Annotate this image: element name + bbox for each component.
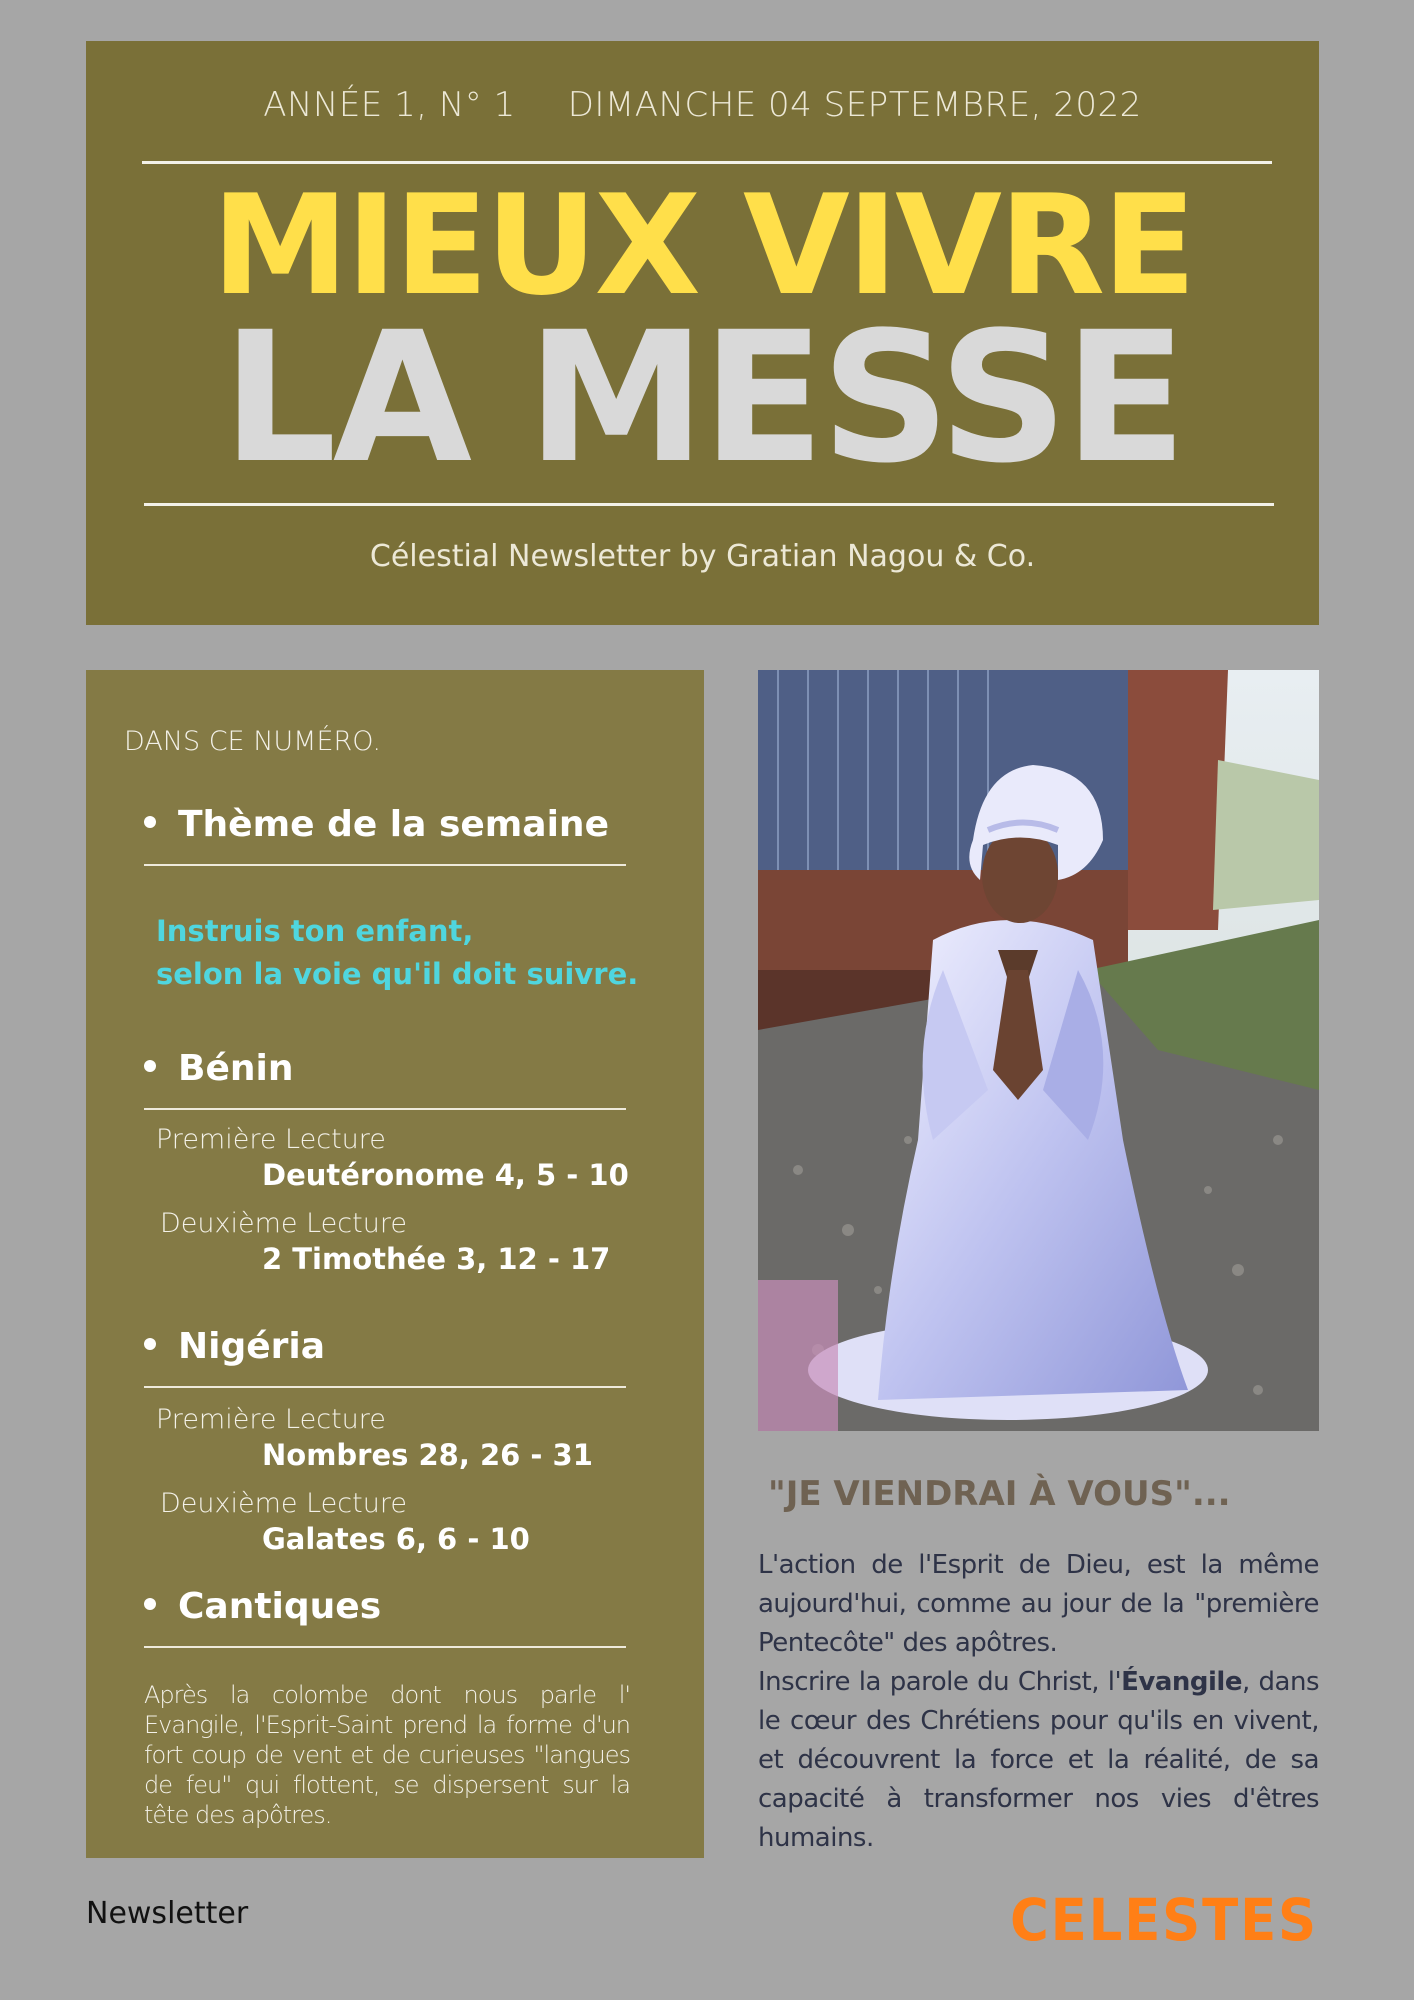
celestes-logo-icon [1010, 1882, 1320, 1952]
article-p2-bold: Évangile [1121, 1667, 1242, 1697]
bullet-icon [144, 816, 156, 828]
title-line-2: LA MESSE [222, 294, 1183, 503]
article-paragraph-1: L'action de l'Esprit de Dieu, est la même aujourd'hui, comme au jour de la "première Pentecôte" des apôtres. [758, 1550, 1319, 1658]
article-body [758, 1546, 1319, 1858]
issue-date: DIMANCHE 04 SEPTEMBRE, 2022 [567, 85, 1142, 125]
benin-second-label: Deuxième Lecture [160, 1208, 407, 1239]
section-theme-label: Thème de la semaine [178, 804, 609, 845]
theme-text [156, 910, 638, 996]
title-line-1: MIEUX VIVRE [211, 165, 1194, 326]
contents-panel [86, 670, 704, 1858]
bullet-icon [144, 1060, 156, 1072]
article-paragraph-2 [758, 1663, 1319, 1858]
section-divider [144, 1108, 626, 1110]
article-title: "JE VIENDRAI À VOUS"... [768, 1474, 1231, 1514]
section-nigeria [144, 1326, 325, 1367]
nigeria-first-ref: Nombres 28, 26 - 31 [262, 1438, 593, 1472]
bullet-icon [144, 1338, 156, 1350]
nigeria-second-ref: Galates 6, 6 - 10 [262, 1522, 530, 1556]
masthead [86, 41, 1319, 625]
bullet-icon [144, 1598, 156, 1610]
section-benin [144, 1048, 293, 1089]
theme-line-1: Instruis ton enfant, [156, 914, 474, 948]
celestes-logo [1010, 1882, 1320, 1957]
benin-first-ref: Deutéronome 4, 5 - 10 [262, 1158, 629, 1192]
contents-heading: DANS CE NUMÉRO. [124, 726, 382, 757]
section-divider [144, 1386, 626, 1388]
benin-first-label: Première Lecture [156, 1124, 386, 1155]
section-theme [144, 804, 609, 845]
photo-illustration [758, 670, 1319, 1431]
nigeria-first-label: Première Lecture [156, 1404, 386, 1435]
section-cantiques-label: Cantiques [178, 1586, 382, 1627]
article-p2-start: Inscrire la parole du Christ, l' [758, 1667, 1122, 1697]
issue-number: ANNÉE 1, N° 1 [263, 85, 516, 125]
footer-label: Newsletter [86, 1896, 249, 1931]
logo-text: CELESTES [1010, 1886, 1318, 1952]
cantiques-text: Après la colombe dont nous parle l' Evangile, l'Esprit-Saint prend la forme d'un fort coup de vent et de curieuses "langues de feu" qui flottent, se dispersent sur la tête des apôtres. [144, 1681, 630, 1829]
article-p2-end: , dans le cœur des Chrétiens pour qu'ils en vivent, et découvrent la force et la réalité, de sa capacité à transformer nos vies d'êtres humains. [758, 1667, 1319, 1853]
section-divider [144, 1646, 626, 1648]
nigeria-second-label: Deuxième Lecture [160, 1488, 407, 1519]
section-divider [144, 864, 626, 866]
section-nigeria-label: Nigéria [178, 1326, 326, 1367]
benin-second-ref: 2 Timothée 3, 12 - 17 [262, 1242, 611, 1276]
section-benin-label: Bénin [178, 1048, 294, 1089]
masthead-rule-bottom [144, 503, 1274, 506]
section-cantiques [144, 1586, 381, 1627]
praying-woman-photo [758, 670, 1319, 1431]
issue-line [86, 85, 1319, 125]
masthead-rule-top [142, 161, 1272, 164]
theme-line-2: selon la voie qu'il doit suivre. [156, 957, 639, 991]
masthead-subtitle: Célestial Newsletter by Gratian Nagou & Co. [369, 539, 1036, 574]
